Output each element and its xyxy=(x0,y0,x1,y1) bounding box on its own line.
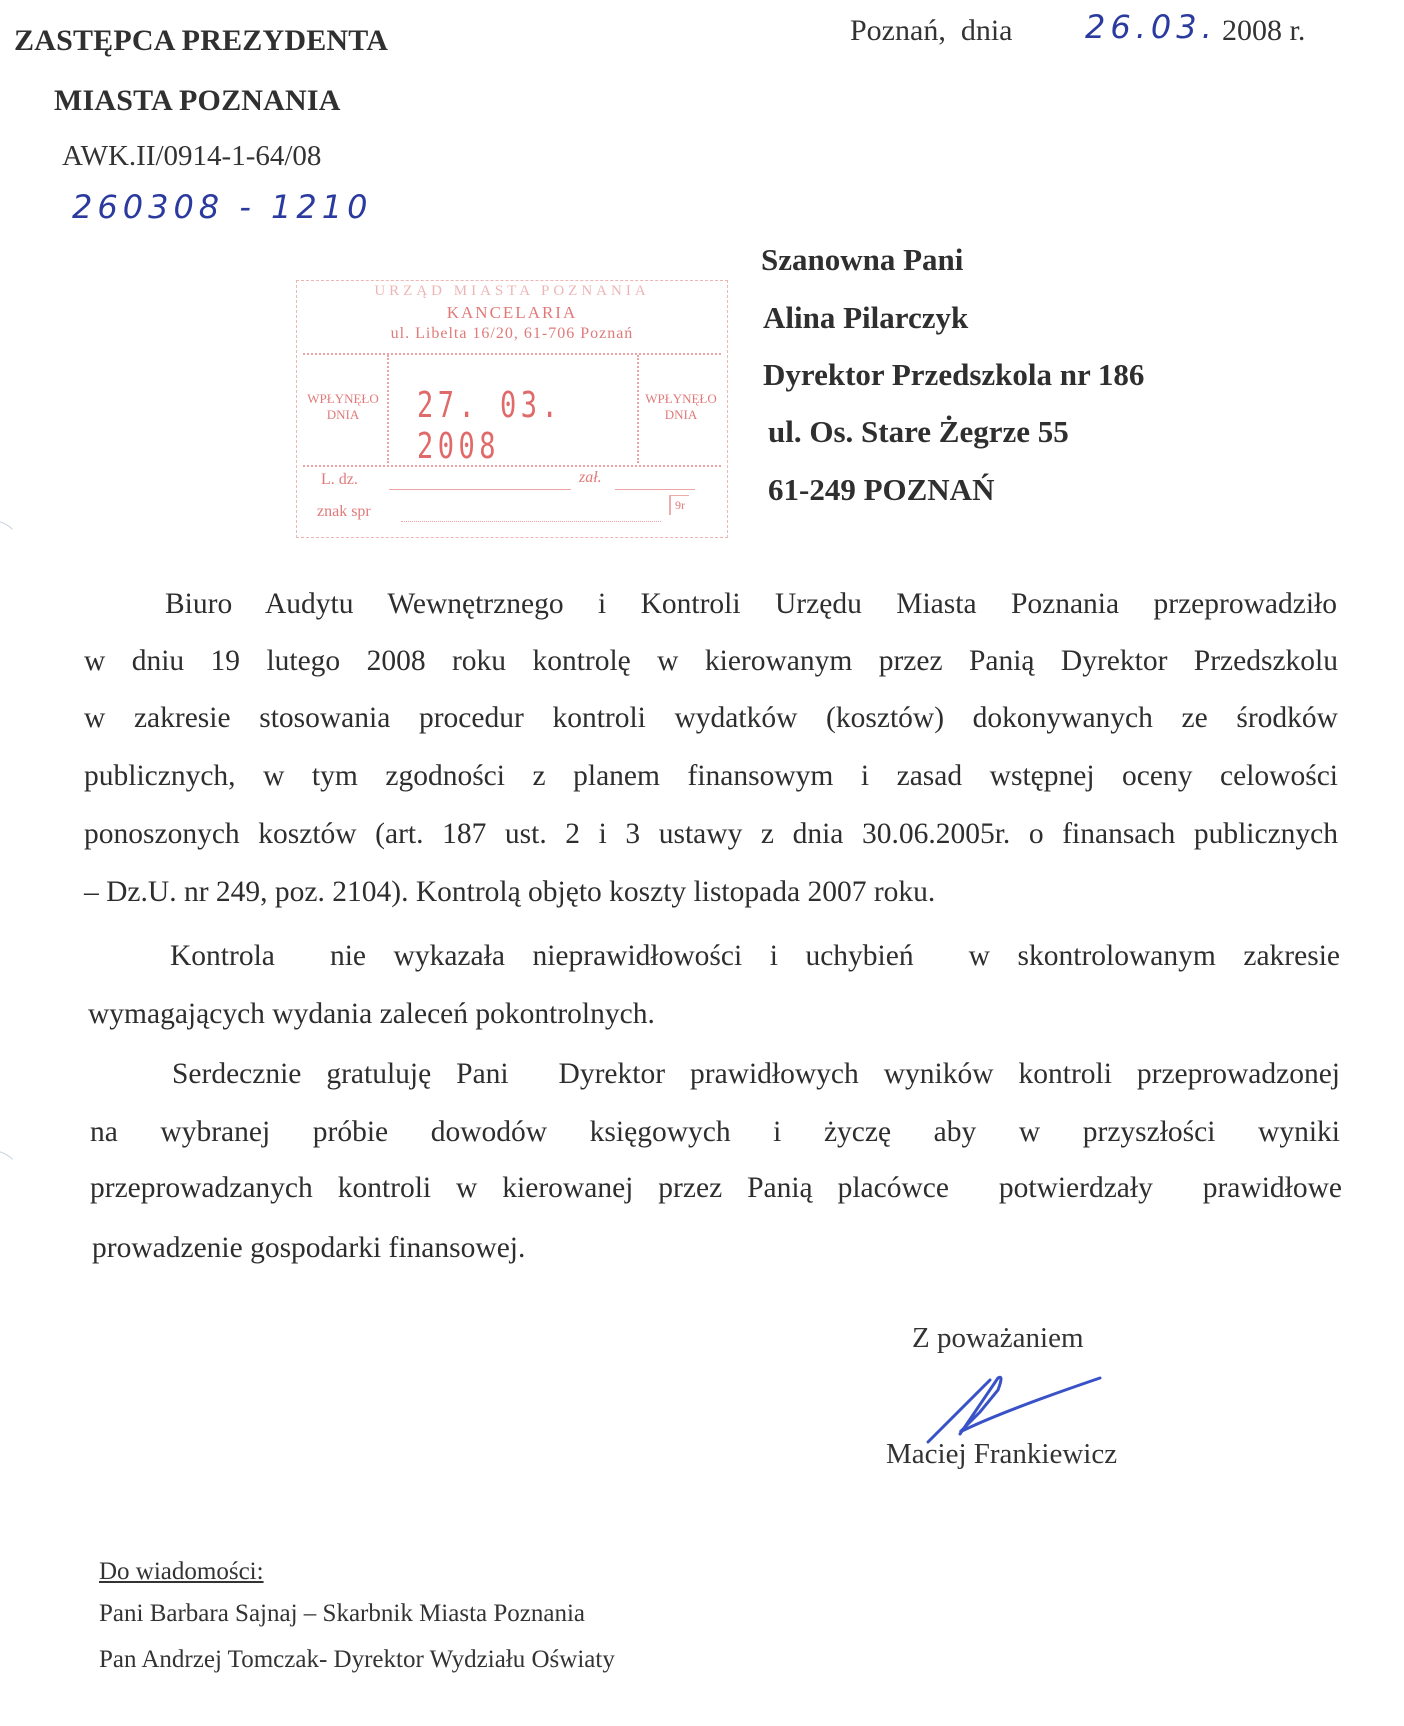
stamp-department: KANCELARIA xyxy=(446,303,578,322)
body-paragraph-1-line: publicznych, w tym zgodności z planem finansowym i zasad wstępnej oceny celowości xyxy=(84,760,1338,792)
body-paragraph-1-line: w dniu 19 lutego 2008 roku kontrolę w kierowanym przez Panią Dyrektor Przedszkolu xyxy=(84,645,1338,677)
body-paragraph-3-line: na wybranej próbie dowodów księgowych i życzę aby w przyszłości wyniki xyxy=(90,1116,1340,1148)
recipient-position: Dyrektor Przedszkola nr 186 xyxy=(763,357,1145,392)
stamp-box-mark: 9r xyxy=(669,495,689,515)
body-paragraph-1-line: – Dz.U. nr 249, poz. 2104). Kontrolą objęto koszty listopada 2007 roku. xyxy=(84,876,936,908)
office-title-line1: ZASTĘPCA PREZYDENTA xyxy=(14,24,389,57)
office-title-line2: MIASTA POZNANIA xyxy=(54,84,341,117)
stamp-divider xyxy=(387,355,389,463)
stamp-received-label-left xyxy=(301,391,385,423)
stamp-divider xyxy=(303,353,721,355)
cc-recipient: Pani Barbara Sajnaj – Skarbnik Miasta Poznania xyxy=(99,1600,585,1627)
stamp-received-label-right xyxy=(639,391,723,423)
body-paragraph-2-line: wymagających wydania zaleceń pokontrolnych. xyxy=(88,998,655,1030)
body-paragraph-1-line: w zakresie stosowania procedur kontroli wydatków (kosztów) dokonywanych ze środków xyxy=(84,702,1338,734)
stamp-received-date: 27. 03. 2008 xyxy=(417,385,563,467)
stamp-label-text: DNIA xyxy=(326,407,360,422)
stamp-zal-label: zał. xyxy=(579,469,602,486)
body-paragraph-3-line: przeprowadzanych kontroli w kierowanej przez Panią placówce potwierdzały prawidłowe xyxy=(90,1172,1342,1204)
handwritten-date: 26.03. xyxy=(1085,8,1217,46)
body-paragraph-1-line: ponoszonych kosztów (art. 187 ust. 2 i 3 ustawy z dnia 30.06.2005r. o finansach publicznych xyxy=(84,818,1338,850)
recipient-street: ul. Os. Stare Żegrze 55 xyxy=(768,414,1069,449)
recipient-salutation: Szanowna Pani xyxy=(761,242,964,277)
stamp-ldz-label: L. dz. xyxy=(321,471,358,488)
stamp-ldz-line xyxy=(389,489,571,490)
recipient-city: 61-249 POZNAŃ xyxy=(768,472,995,507)
recipient-name: Alina Pilarczyk xyxy=(763,300,969,335)
stamp-znak-label: znak spr xyxy=(317,503,371,520)
stamp-zal-line xyxy=(615,489,695,490)
stamp-label-text: WPŁYNĘŁO xyxy=(307,391,379,406)
incoming-mail-stamp xyxy=(296,280,728,538)
date-year: 2008 r. xyxy=(1222,14,1306,47)
body-paragraph-1-line: Biuro Audytu Wewnętrznego i Kontroli Urzędu Miasta Poznania przeprowadziło xyxy=(165,588,1337,620)
stamp-divider xyxy=(303,465,721,467)
body-paragraph-2-line: Kontrola nie wykazała nieprawidłowości i uchybień w skontrolowanym zakresie xyxy=(170,940,1340,972)
scan-artifact xyxy=(0,1150,22,1212)
body-paragraph-3-line: Serdecznie gratuluję Pani Dyrektor prawidłowych wyników kontroli przeprowadzonej xyxy=(172,1058,1340,1090)
place-date-label: Poznań, dnia xyxy=(850,14,1013,47)
handwritten-reference: 260308 - 1210 xyxy=(72,188,373,226)
stamp-office-name: URZĄD MIASTA POZNANIA xyxy=(374,283,650,299)
stamp-address: ul. Libelta 16/20, 61-706 Poznań xyxy=(390,325,634,342)
body-paragraph-3-line: prowadzenie gospodarki finansowej. xyxy=(92,1232,526,1264)
signer-name: Maciej Frankiewicz xyxy=(886,1438,1118,1470)
closing-phrase: Z poważaniem xyxy=(912,1322,1084,1354)
scan-artifact xyxy=(0,520,22,582)
cc-recipient: Pan Andrzej Tomczak- Dyrektor Wydziału Oświaty xyxy=(99,1646,615,1673)
stamp-znak-line xyxy=(401,521,661,522)
reference-number: AWK.II/0914-1-64/08 xyxy=(62,140,322,172)
stamp-label-text: DNIA xyxy=(664,407,698,422)
stamp-label-text: WPŁYNĘŁO xyxy=(645,391,717,406)
cc-heading: Do wiadomości: xyxy=(99,1558,264,1585)
